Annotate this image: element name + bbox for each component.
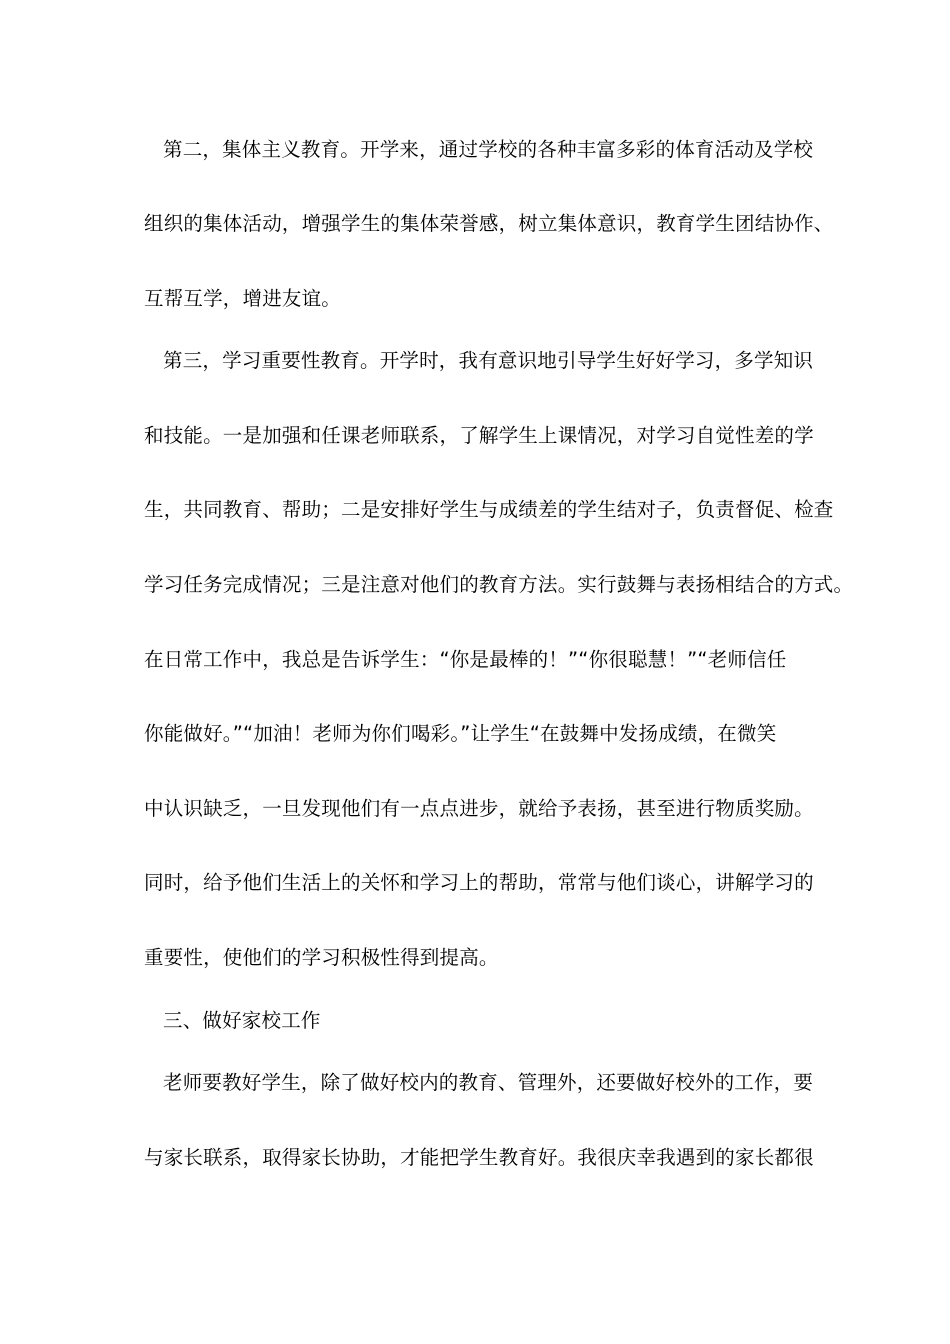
section-heading: 三、做好家校工作: [163, 1009, 321, 1032]
paragraph-line-11: 同时，给予他们生活上的关怀和学习上的帮助，常常与他们谈心，讲解学习的: [144, 871, 814, 894]
paragraph-line-12: 重要性，使他们的学习积极性得到提高。: [144, 946, 499, 969]
paragraph-line-1: 第二，集体主义教育。开学来，通过学校的各种丰富多彩的体育活动及学校: [163, 138, 814, 161]
paragraph-line-3: 互帮互学，增进友谊。: [144, 287, 342, 310]
paragraph-line-5: 和技能。一是加强和任课老师联系，了解学生上课情况，对学习自觉性差的学: [144, 424, 814, 447]
paragraph-line-6: 生，共同教育、帮助；二是安排好学生与成绩差的学生结对子，负责督促、检查: [144, 498, 834, 521]
paragraph-line-13: 老师要教好学生，除了做好校内的教育、管理外，还要做好校外的工作，要: [163, 1071, 814, 1094]
paragraph-line-2: 组织的集体活动，增强学生的集体荣誉感，树立集体意识，教育学生团结协作、: [144, 212, 834, 235]
paragraph-line-8: 在日常工作中，我总是告诉学生：“你是最棒的！”“你很聪慧！”“老师信任: [144, 648, 787, 671]
paragraph-line-14: 与家长联系，取得家长协助，才能把学生教育好。我很庆幸我遇到的家长都很: [144, 1146, 814, 1169]
paragraph-line-4: 第三，学习重要性教育。开学时，我有意识地引导学生好好学习，多学知识: [163, 349, 814, 372]
paragraph-line-7: 学习任务完成情况；三是注意对他们的教育方法。实行鼓舞与表扬相结合的方式。: [144, 573, 854, 596]
paragraph-line-10: 中认识缺乏，一旦发现他们有一点点进步，就给予表扬，甚至进行物质奖励。: [144, 797, 814, 820]
paragraph-line-9: 你能做好。”“加油！老师为你们喝彩。”让学生“在鼓舞中发扬成绩，在微笑: [144, 722, 777, 745]
